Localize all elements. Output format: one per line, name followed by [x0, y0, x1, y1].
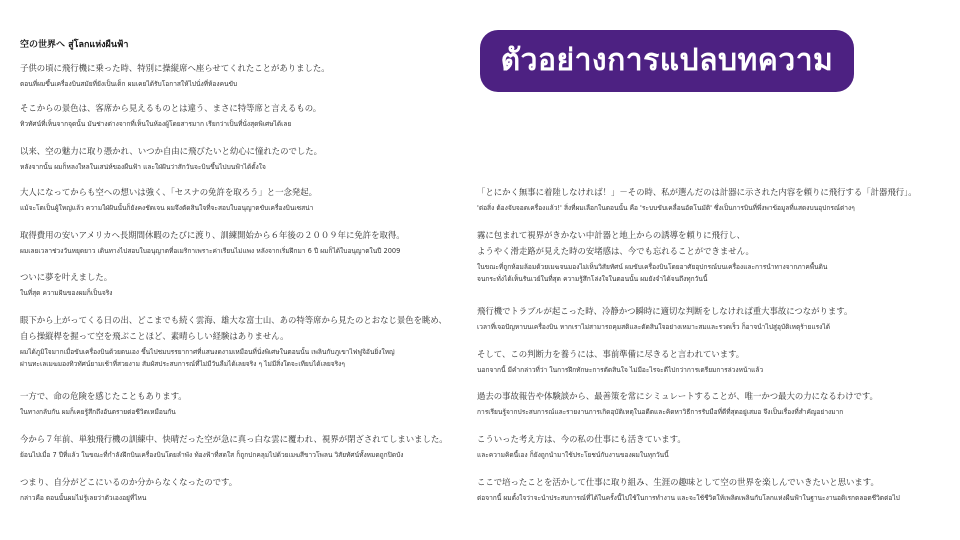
thai-translation: จนกระทั่งได้เห็นรันเวย์ในที่สุด ความรู้สึกโล่งใจในตอนนั้น ผมยังจำได้จนถึงทุกวันนี้ — [477, 275, 708, 283]
japanese-text: 子供の頃に飛行機に乗った時、特別に操縦席へ座らせてくれたことがありました。 — [20, 63, 330, 73]
thai-translation: และความคิดนี้เอง ก็ยังถูกนำมาใช้ประโยชน์กับงานของผมในทุกวันนี้ — [477, 451, 669, 459]
thai-translation: หลังจากนั้น ผมก็หลงใหลในเสน่ห์ของผืนฟ้า และใฝ่ฝันว่าสักวันจะบินขึ้นไปบนฟ้าได้ตั้งใจ — [20, 163, 266, 171]
paragraph — [477, 184, 947, 214]
paragraph — [20, 227, 470, 257]
paragraph — [20, 100, 470, 130]
thai-translation: ในทางกลับกัน ผมก็เคยรู้สึกถึงอันตรายต่อชีวิตเหมือนกัน — [20, 408, 176, 416]
japanese-text: 大人になってからも空への想いは強く、「セスナの免許を取ろう」と一念発起。 — [20, 187, 317, 197]
thai-translation: ต่อจากนี้ ผมตั้งใจว่าจะนำประสบการณ์ที่ได้ในครั้งนี้ไปใช้ในการทำงาน และจะใช้ชีวิตให้เพลิดเพลินกับโลกแห่งผืนฟ้าในฐานะงานอดิเรกตลอดชีวิตต่อไป — [477, 494, 900, 502]
thai-translation: ในที่สุด ความฝันของผมก็เป็นจริง — [20, 289, 113, 297]
paragraph — [477, 303, 947, 333]
japanese-text: 一方で、命の危険を感じたこともあります。 — [20, 391, 187, 401]
japanese-text: 取得費用の安いアメリカへ長期間休暇のたびに渡り、訓練開始から６年後の２００９年に免許を取得。 — [20, 230, 405, 240]
paragraph — [20, 269, 470, 299]
thai-translation: กล่าวคือ ตอนนั้นผมไม่รู้เลยว่าตัวเองอยู่ที่ไหน — [20, 494, 147, 502]
thai-translation: การเรียนรู้จากประสบการณ์และรายงานการเกิดอุบัติเหตุในอดีตและคิดหาวิธีการรับมือที่ดีที่สุดอยู่เสมอ จึงเป็นเรื่องที่สำคัญอย่างมาก — [477, 408, 844, 416]
paragraph — [477, 474, 947, 504]
japanese-text: つまり、自分がどこにいるのか分からなくなったのです。 — [20, 477, 238, 487]
thai-translation: ผมได้ภูมิใจมากเมื่อขับเครื่องบินด้วยตนเอง ขึ้นไปชมบรรยากาศที่แสนงดงามเหมือนที่นั่งพิเศษในตอนนั้น เพลินกับภูเขาไฟฟูจิอันยิ่งใหญ่ — [20, 348, 395, 356]
thai-translation: ตอนที่ผมขึ้นเครื่องบินสมัยที่ยังเป็นเด็ก ผมเคยได้รับโอกาสให้ไปนั่งที่ห้องคนขับ — [20, 80, 238, 88]
thai-translation: ผมเลยเวลาช่วงวันหยุดยาว เดินทางไปสอบใบอนุญาตที่อเมริกาเพราะค่าเรียนไม่แพง หลังจากเริ่มฝึกมา 6 ปี ผมก็ได้ใบอนุญาตในปี 2009 — [20, 247, 401, 255]
paragraph — [477, 431, 947, 461]
thai-translation: แม้จะโตเป็นผู้ใหญ่แล้ว ความใฝ่ฝันนั้นก็ยังคงชัดเจน ผมจึงตัดสินใจที่จะสอบใบอนุญาตขับเครื่องบินเซสน่า — [20, 204, 314, 212]
japanese-text: 飛行機でトラブルが起こった時、冷静かつ瞬時に適切な判断をしなければ重大事故につながります。 — [477, 306, 853, 316]
article-title: 空の世界へ สู่โลกแห่งผืนฟ้า — [20, 40, 129, 50]
paragraph — [20, 431, 470, 461]
japanese-text: 「とにかく無事に着陸しなければ！」－その時、私が選んだのは計器に示された内容を頼りに飛行する「計器飛行」。 — [477, 187, 917, 197]
paragraph — [477, 346, 947, 376]
paragraph — [477, 227, 947, 285]
japanese-text: 以来、空の魅力に取り憑かれ、いつか自由に飛びたいと幼心に憧れたのでした。 — [20, 146, 323, 156]
japanese-text: 過去の事故報告や体験談から、最善策を常にシミュレートすることが、唯一かつ最大の力になるわけです。 — [477, 391, 878, 401]
japanese-text: そして、この判断力を養うには、事前準備に尽きると言われています。 — [477, 349, 745, 359]
thai-translation: 'ต่อสิ่ง ต้องจับจอดเครื่องแล้ว!' สิ่งที่ผมเลือกในตอนนั้น คือ 'ระบบขับเคลื่อนอัตโนมัติ' ซึ่งเป็นการบินที่พึ่งพาข้อมูลที่แสดงบนอุปกรณ์ต่างๆ — [477, 204, 855, 212]
japanese-text: ここで培ったことを活かして仕事に取り組み、生涯の趣味として空の世界を楽しんでいきたいと思います。 — [477, 477, 879, 487]
japanese-text: そこからの景色は、客席から見えるものとは違う、まさに特等席と言えるもの。 — [20, 103, 322, 113]
japanese-text: こういった考え方は、今の私の仕事にも活きています。 — [477, 434, 686, 444]
paragraph — [477, 388, 947, 418]
paragraph — [20, 474, 470, 504]
japanese-text: 自ら操縦桿を握って空を飛ぶことほど、素晴らしい経験はありません。 — [20, 331, 289, 341]
thai-translation: นอกจากนี้ มีคำกล่าวที่ว่า ในการฝึกทักษะการตัดสินใจ ไม่มีอะไรจะดีไปกว่าการเตรียมการล่วงหน้าแล้ว — [477, 366, 764, 374]
thai-translation: ย้อนไปเมื่อ 7 ปีที่แล้ว ในขณะที่กำลังฝึกบินเครื่องบินโดยลำพัง ท้องฟ้าที่สดใส ก็ถูกปกคลุมไปด้วยเมฆสีขาวโพลน วิสัยทัศน์ทั้งหมดถูกปิดบัง — [20, 451, 404, 459]
paragraph — [20, 388, 470, 418]
paragraph — [20, 312, 470, 370]
japanese-text: ようやく滑走路が見えた時の安堵感は、今でも忘れることができません。 — [477, 246, 754, 256]
title-banner: ตัวอย่างการแปลบทความ — [480, 30, 854, 92]
japanese-text: 霧に包まれて視界がきかない中計器と地上からの誘導を頼りに飛行し、 — [477, 230, 745, 240]
thai-translation: ทิวทัศน์ที่เห็นจากจุดนั้น มันช่างต่างจากที่เห็นในห้องผู้โดยสารมาก เรียกว่าเป็นที่นั่งสุดพิเศษได้เลย — [20, 120, 292, 128]
paragraph — [20, 143, 470, 173]
thai-translation: ในขณะที่ถูกห้อมล้อมด้วยเมฆจนมองไม่เห็นวิสัยทัศน์ ผมขับเครื่องบินโดยอาศัยอุปกรณ์บนเครื่องและการนำทางจากภาคพื้นดิน — [477, 263, 828, 271]
japanese-text: 今から７年前、単独飛行機の訓練中、快晴だった空が急に真っ白な雲に覆われ、視界が閉ざされてしまいました。 — [20, 434, 448, 444]
japanese-text: 眼下から上がってくる日の出、どこまでも続く雲海、雄大な富士山、あの特等席から見たのとおなじ景色を眺め、 — [20, 315, 447, 325]
paragraph — [20, 60, 470, 90]
thai-translation: เวลาที่เจอปัญหาบนเครื่องบิน หากเราไม่สามารถคุมสติและตัดสินใจอย่างเหมาะสมและรวดเร็ว ก็อาจนำไปสู่อุบัติเหตุร้ายแรงได้ — [477, 323, 830, 331]
japanese-text: ついに夢を叶えました。 — [20, 272, 113, 282]
paragraph — [20, 184, 470, 214]
thai-translation: ผ่านทะเลเมฆมองทิวทัศน์ยามเช้าที่สวยงาม สัมผัสประสบการณ์ที่ไม่มีวันลืมได้เลยจริง ๆ ไม่มีสิ่งใดจะเทียบได้เลยจริงๆ — [20, 360, 345, 368]
